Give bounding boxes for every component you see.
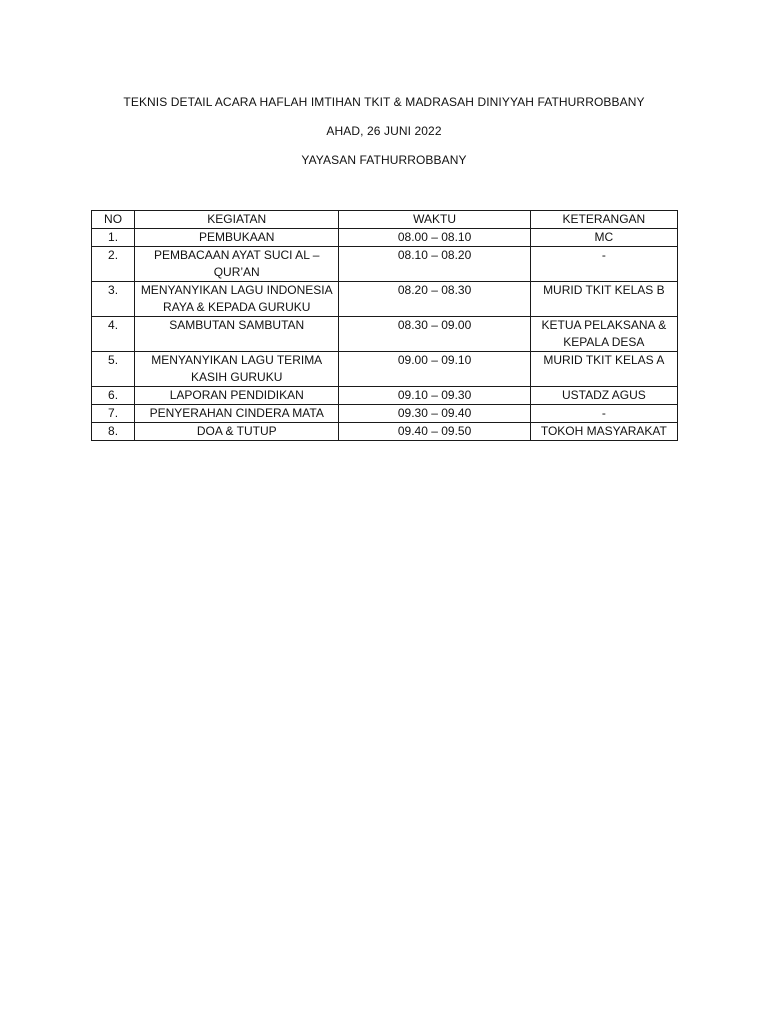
cell-no: 3. <box>92 282 135 317</box>
table-row <box>92 229 678 247</box>
cell-no: 7. <box>92 405 135 423</box>
table-row <box>92 387 678 405</box>
header-no: NO <box>92 211 135 229</box>
cell-keterangan: MURID TKIT KELAS B <box>530 282 677 317</box>
cell-waktu: 09.30 – 09.40 <box>339 405 530 423</box>
cell-no: 8. <box>92 423 135 441</box>
cell-kegiatan: PEMBUKAAN <box>135 229 339 247</box>
cell-keterangan: MC <box>530 229 677 247</box>
header-keterangan: KETERANGAN <box>530 211 677 229</box>
cell-kegiatan: PEMBACAAN AYAT SUCI AL – QUR’AN <box>135 247 339 282</box>
table-row <box>92 352 678 387</box>
table-row <box>92 405 678 423</box>
table-row <box>92 317 678 352</box>
cell-kegiatan: MENYANYIKAN LAGU INDONESIA RAYA & KEPADA GURUKU <box>135 282 339 317</box>
cell-kegiatan: PENYERAHAN CINDERA MATA <box>135 405 339 423</box>
cell-kegiatan: MENYANYIKAN LAGU TERIMA KASIH GURUKU <box>135 352 339 387</box>
cell-waktu: 08.10 – 08.20 <box>339 247 530 282</box>
cell-waktu: 09.00 – 09.10 <box>339 352 530 387</box>
cell-kegiatan: DOA & TUTUP <box>135 423 339 441</box>
cell-no: 6. <box>92 387 135 405</box>
table-row <box>92 282 678 317</box>
table-row <box>92 423 678 441</box>
cell-no: 5. <box>92 352 135 387</box>
cell-kegiatan: LAPORAN PENDIDIKAN <box>135 387 339 405</box>
document-title: TEKNIS DETAIL ACARA HAFLAH IMTIHAN TKIT & MADRASAH DINIYYAH FATHURROBBANY <box>123 95 645 109</box>
cell-waktu: 08.20 – 08.30 <box>339 282 530 317</box>
cell-kegiatan: SAMBUTAN SAMBUTAN <box>135 317 339 352</box>
cell-waktu: 09.40 – 09.50 <box>339 423 530 441</box>
cell-no: 2. <box>92 247 135 282</box>
header-waktu: WAKTU <box>339 211 530 229</box>
cell-keterangan: - <box>530 247 677 282</box>
cell-keterangan: TOKOH MASYARAKAT <box>530 423 677 441</box>
cell-waktu: 08.30 – 09.00 <box>339 317 530 352</box>
table-row <box>92 247 678 282</box>
cell-keterangan: KETUA PELAKSANA & KEPALA DESA <box>530 317 677 352</box>
cell-keterangan: USTADZ AGUS <box>530 387 677 405</box>
cell-keterangan: MURID TKIT KELAS A <box>530 352 677 387</box>
event-date: AHAD, 26 JUNI 2022 <box>326 124 442 138</box>
header-kegiatan: KEGIATAN <box>135 211 339 229</box>
cell-no: 1. <box>92 229 135 247</box>
cell-no: 4. <box>92 317 135 352</box>
table-header-row <box>92 211 678 229</box>
cell-keterangan: - <box>530 405 677 423</box>
schedule-table <box>91 210 678 441</box>
cell-waktu: 08.00 – 08.10 <box>339 229 530 247</box>
cell-waktu: 09.10 – 09.30 <box>339 387 530 405</box>
organization-name: YAYASAN FATHURROBBANY <box>301 153 467 167</box>
